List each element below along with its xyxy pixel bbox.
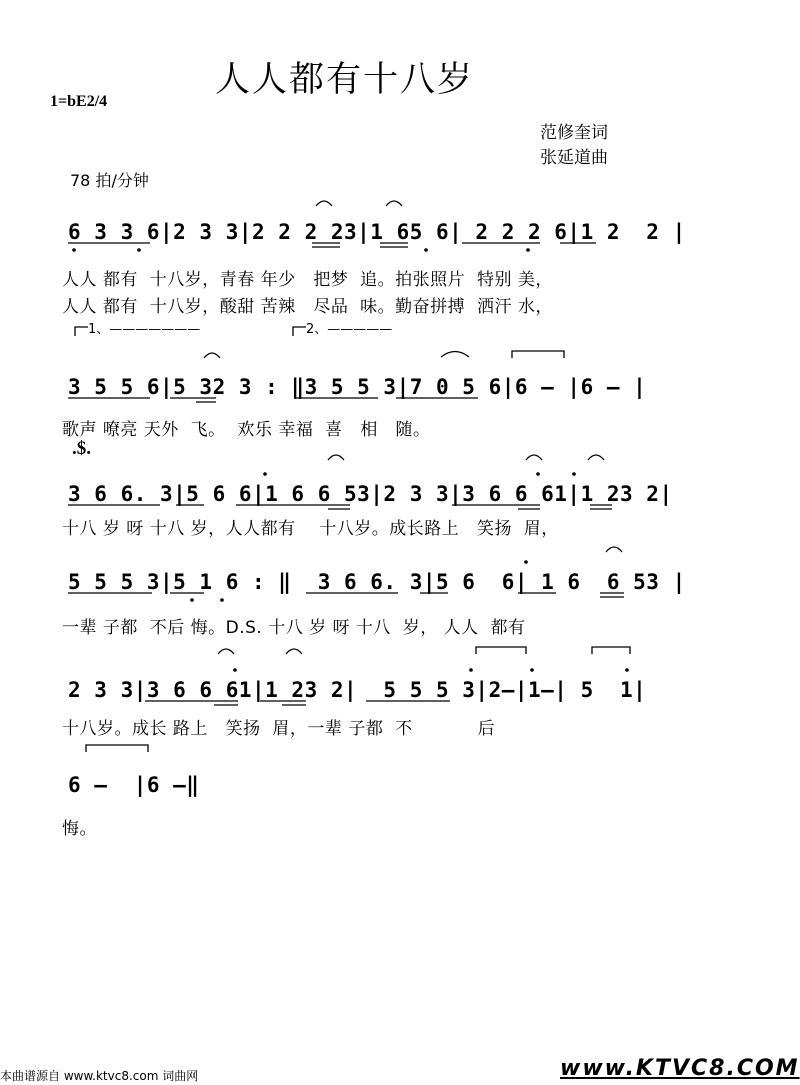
song-title: 人人都有十八岁 xyxy=(215,60,475,100)
notation-row-2: 3 5 5 6|5 32 3 : ‖3 5 5 3|7 0 5 6|6 — |6 — | xyxy=(68,375,647,399)
lyric-row-2: 歌声 嘹亮 天外 飞。 欢乐 幸福 喜 相 随。 xyxy=(62,420,431,440)
lyric-row-4: 一辈 子都 不后 悔。D.S. 十八 岁 呀 十八 岁， 人人 都有 xyxy=(62,618,526,638)
notation-row-5: 2 3 3|3 6 6 61|1 23 2| 5 5 5 3|2—|1—| 5 1| xyxy=(68,678,647,702)
footer-site-logo: www.KTVC8.COM xyxy=(560,1056,800,1081)
key-signature: 1=bE2/4 xyxy=(50,93,108,110)
composer: 张延道曲 xyxy=(540,148,608,168)
lyric-row-1b: 人人 都有 十八岁，酸甜 苦辣 尽品 味。勤奋拼搏 洒汗 水， xyxy=(62,297,553,317)
lyric-row-5: 十八岁。成长 路上 笑扬 眉，一辈 子都 不 后 xyxy=(62,719,496,739)
tempo: 78 拍/分钟 xyxy=(70,171,149,190)
lyric-row-3: 十八 岁 呀 十八 岁，人人都有 十八岁。成长路上 笑扬 眉， xyxy=(62,519,559,539)
notation-row-6: 6 — |6 —‖ xyxy=(68,773,200,797)
volta-first-ending: 1、——————— xyxy=(88,322,201,337)
notation-row-4: 5 5 5 3|5 1 6 : ‖ 3 6 6. 3|5 6 6| 1 6 6 53 | xyxy=(68,570,686,594)
lyric-row-6: 悔。 xyxy=(62,819,97,839)
segno-sign: .$. xyxy=(72,438,91,459)
notation-row-3: 3 6 6. 3|5 6 6|1 6 6 53|2 3 3|3 6 6 61|1 23 2| xyxy=(68,482,673,506)
notation-row-1: 6 3 3 6|2 3 3|2 2 2 23|1 65 6| 2 2 2 6|1 2 2 | xyxy=(68,220,686,244)
footer-source: 本曲谱源自 www.ktvc8.com 词曲网 xyxy=(0,1069,199,1083)
lyric-row-1a: 人人 都有 十八岁，青春 年少 把梦 追。拍张照片 特别 美， xyxy=(62,270,553,290)
lyricist: 范修奎词 xyxy=(540,123,608,143)
volta-second-ending: 2、————— xyxy=(306,322,393,337)
